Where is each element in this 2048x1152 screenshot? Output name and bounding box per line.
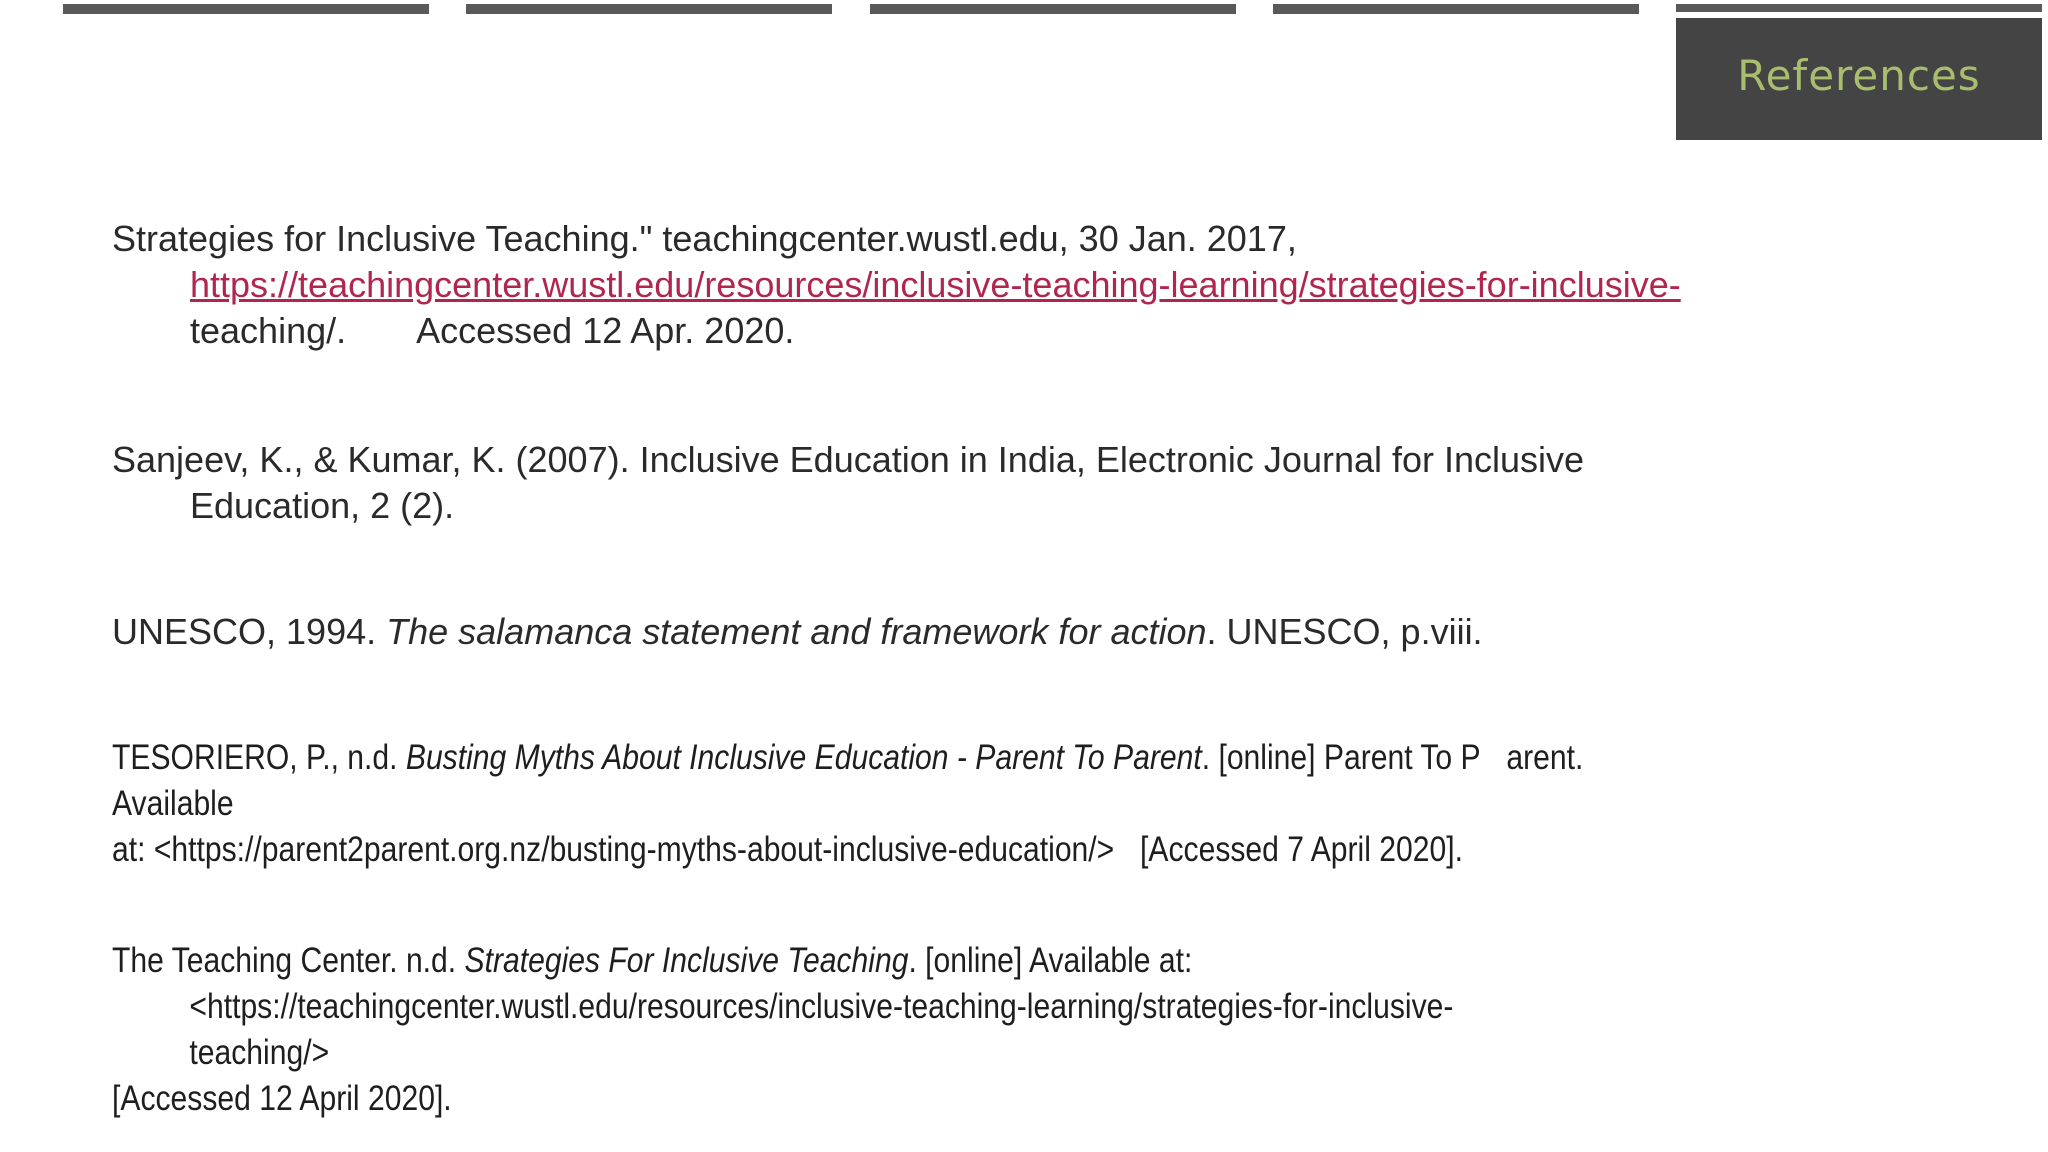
section-bar-5 [1676, 4, 2042, 12]
reference-3-title: The salamanca statement and framework for action [386, 611, 1207, 652]
reference-5-url-end: teaching/> [189, 1033, 330, 1072]
reference-4-post-a: . [online] Parent To P [1201, 738, 1481, 777]
reference-1-line-3a: teaching/. [190, 310, 347, 351]
reference-2-line-2: Education, 2 (2). [190, 485, 455, 526]
reference-4-url: at: <https://parent2parent.org.nz/busting-myths-about-inclusive-education/> [112, 830, 1115, 869]
section-bar-3 [870, 4, 1236, 14]
reference-1-line-1: Strategies for Inclusive Teaching." teachingcenter.wustl.edu, 30 Jan. 2017, [112, 218, 1297, 259]
reference-1-link[interactable]: https://teachingcenter.wustl.edu/resources/inclusive-teaching-learning/strategies-for-inclusive- [190, 264, 1681, 305]
reference-4-line-1 [112, 735, 1591, 827]
reference-5-title: Strategies For Inclusive Teaching [464, 941, 909, 980]
slide-title-box [1676, 18, 2042, 140]
reference-5-line-3: [Accessed 12 April 2020]. [112, 1079, 452, 1118]
section-bar-2 [466, 4, 832, 14]
reference-3-post: . UNESCO, p.viii. [1206, 611, 1483, 652]
reference-3 [112, 609, 1832, 655]
reference-4 [112, 735, 1591, 873]
section-bar-1 [63, 4, 429, 14]
reference-1-line-3 [112, 308, 1832, 354]
reference-5-line-1 [112, 938, 1591, 984]
section-tab-bars [0, 0, 2048, 20]
reference-5-pre: The Teaching Center. n.d. [112, 941, 465, 980]
reference-4-line-2 [112, 827, 1591, 873]
reference-5-post: . [online] Available at: [908, 941, 1193, 980]
reference-5-url: <https://teachingcenter.wustl.edu/resources/inclusive-teaching-learning/strategies-for-inclusive- [189, 987, 1454, 1026]
reference-4-pre: TESORIERO, P., n.d. [112, 738, 406, 777]
reference-1-accessed: Accessed 12 Apr. 2020. [416, 310, 795, 351]
reference-4-title: Busting Myths About Inclusive Education - Parent To Parent [405, 738, 1202, 777]
reference-4-post-b: arent. Available [112, 738, 1584, 823]
reference-5 [112, 938, 1591, 1122]
reference-4-accessed: [Accessed 7 April 2020]. [1140, 830, 1463, 869]
reference-2-line-1: Sanjeev, K., & Kumar, K. (2007). Inclusive Education in India, Electronic Journal for Inclusive [112, 439, 1585, 480]
reference-1-link-line [112, 262, 1832, 308]
reference-1 [112, 216, 1832, 354]
slide-title: References [1737, 50, 1981, 100]
reference-5-line-2 [112, 984, 1591, 1076]
reference-2 [112, 437, 1832, 529]
reference-3-pre: UNESCO, 1994. [112, 611, 387, 652]
section-bar-4 [1273, 4, 1639, 14]
